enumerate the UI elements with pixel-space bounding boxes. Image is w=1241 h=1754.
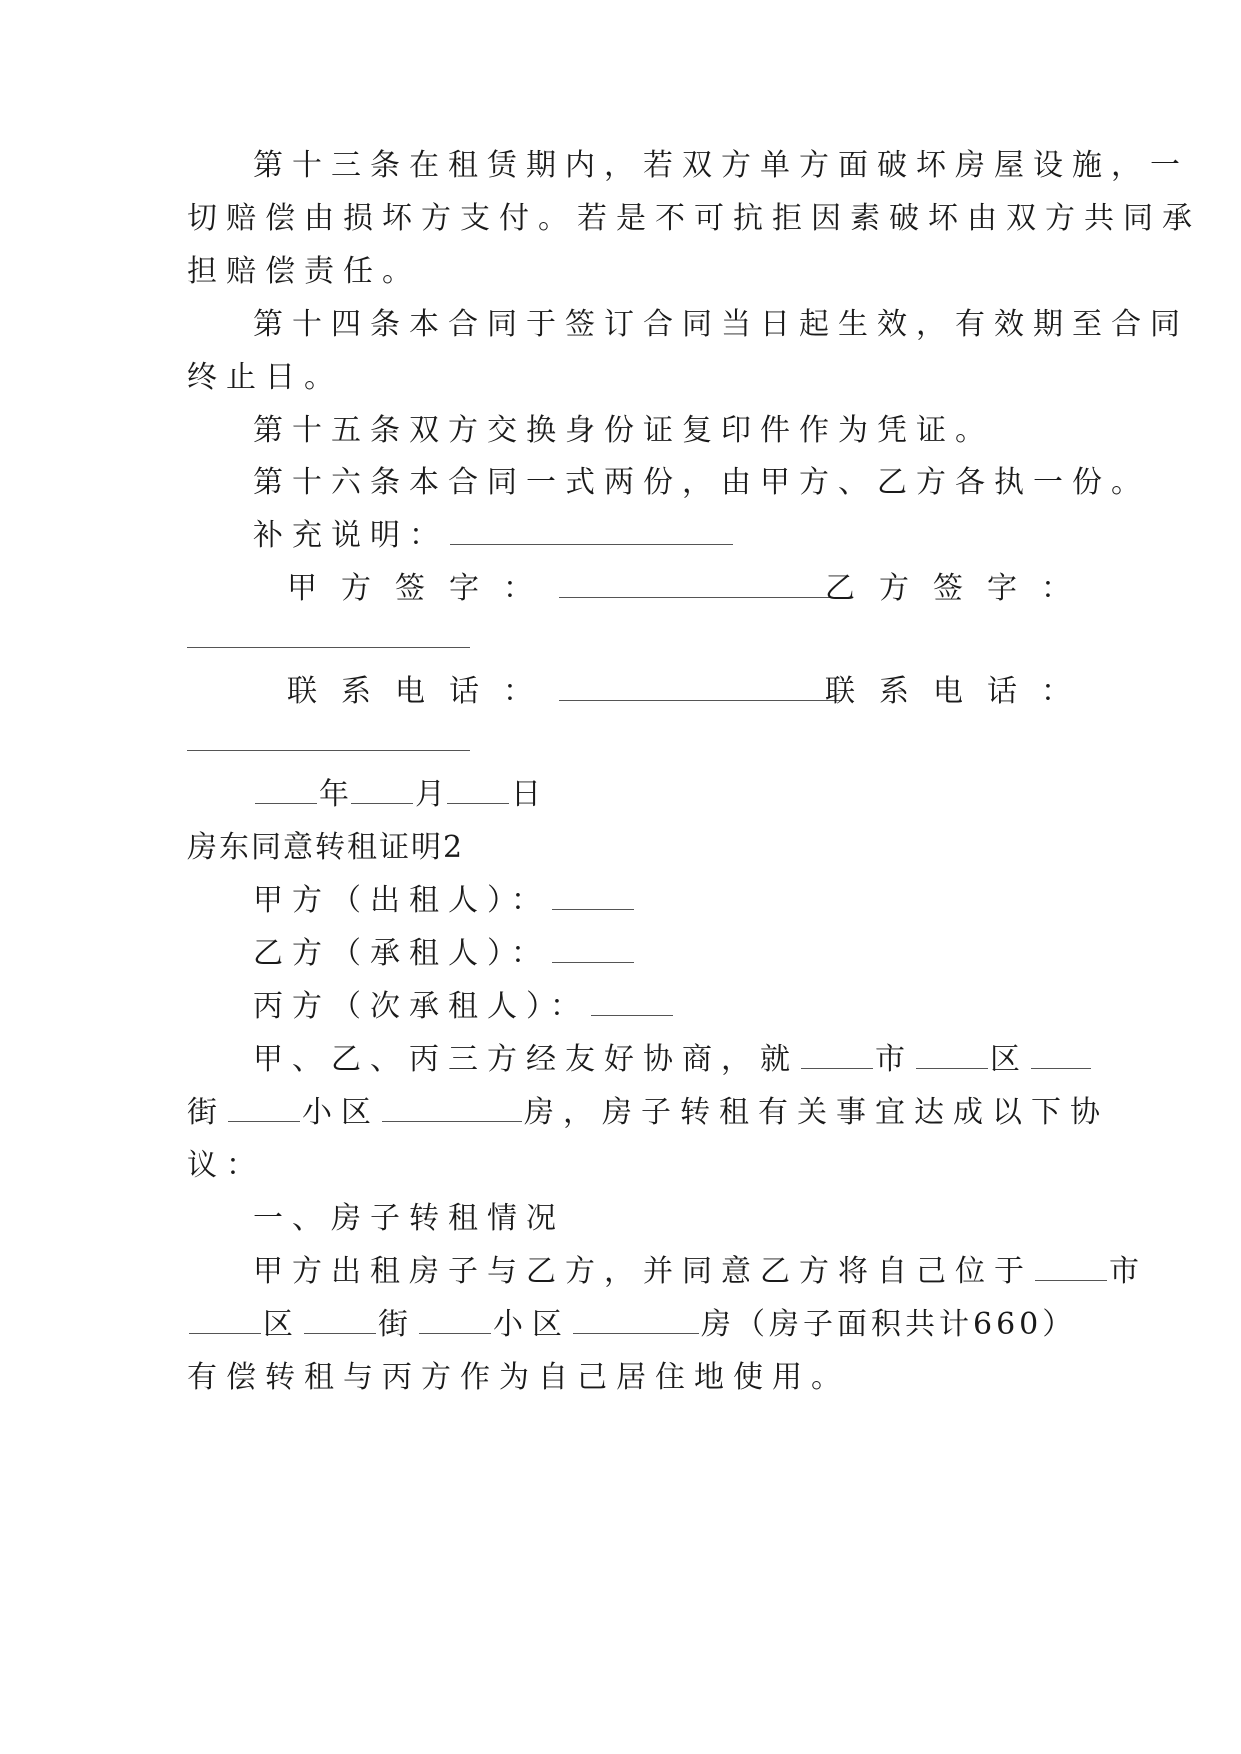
clause-1-room-blank (573, 1305, 699, 1334)
month-label: 月 (415, 777, 445, 812)
lessor-line (253, 881, 636, 921)
intro-line-3: 议： (187, 1148, 265, 1183)
article-13-line-1: 第十三条在租赁期内，若双方单方面破坏房屋设施，一 (253, 148, 1189, 183)
street-blank-1 (1031, 1040, 1091, 1069)
intro-line-1 (253, 1040, 1093, 1080)
article-16: 第十六条本合同一式两份，由甲方、乙方各执一份。 (253, 465, 1150, 500)
street-blank-2 (228, 1093, 300, 1122)
lessee-blank (552, 934, 634, 963)
district-label: 区 (990, 1042, 1029, 1077)
party-a-phone-blank (559, 672, 842, 701)
party-a-phone-line (287, 672, 844, 712)
lessor-label: 甲方（出租人）： (253, 883, 550, 918)
intro-text-2: 房，房子转租有关事宜达成以下协 (524, 1095, 1109, 1130)
clause-1-title: 一、房子转租情况 (253, 1201, 565, 1236)
article-14-line-2: 终止日。 (187, 360, 343, 395)
party-b-phone-label: 联系电话： (825, 674, 1095, 709)
city-label: 市 (875, 1042, 914, 1077)
clause-1-district-blank (189, 1305, 261, 1334)
clause-1-line-2 (187, 1305, 1076, 1345)
clause-1-text-2: 房（房子面积共计660） (701, 1307, 1077, 1342)
date-line (253, 775, 541, 815)
clause-1-street-label: 街 (378, 1307, 417, 1342)
article-15: 第十五条双方交换身份证复印件作为凭证。 (253, 413, 994, 448)
clause-1-community-label: 小区 (493, 1307, 571, 1342)
article-13-line-2: 切赔偿由损坏方支付。若是不可抗拒因素破坏由双方共同承 (187, 201, 1201, 236)
party-b-phone-blank (187, 750, 470, 751)
supplement-line (253, 516, 735, 556)
community-label: 小区 (302, 1095, 380, 1130)
article-14-line-1: 第十四条本合同于签订合同当日起生效，有效期至合同 (253, 307, 1189, 342)
clause-1-district-label: 区 (263, 1307, 302, 1342)
sublessee-line (253, 987, 675, 1027)
clause-1-city-label: 市 (1109, 1254, 1148, 1289)
sublessee-blank (591, 987, 673, 1016)
section-title: 房东同意转租证明2 (187, 830, 465, 865)
community-blank (382, 1093, 522, 1122)
clause-1-community-blank (419, 1305, 491, 1334)
party-a-signature-line (287, 569, 844, 609)
supplement-label: 补充说明： (253, 518, 448, 553)
district-blank (916, 1040, 988, 1069)
article-13-line-3: 担赔偿责任。 (187, 254, 421, 289)
party-a-sign-blank (559, 569, 842, 598)
party-a-phone-label: 联系电话： (287, 674, 557, 709)
year-label: 年 (319, 777, 349, 812)
street-label: 街 (187, 1095, 226, 1130)
clause-1-city-blank (1035, 1252, 1107, 1281)
year-blank (255, 775, 317, 804)
intro-text-1: 甲、乙、丙三方经友好协商，就 (253, 1042, 799, 1077)
intro-line-2 (187, 1093, 1109, 1133)
clause-1-street-blank (304, 1305, 376, 1334)
month-blank (351, 775, 413, 804)
city-blank (801, 1040, 873, 1069)
day-blank (447, 775, 509, 804)
party-b-sign-blank (187, 647, 470, 648)
lessee-line (253, 934, 636, 974)
lessee-label: 乙方（承租人）： (253, 936, 550, 971)
day-label: 日 (511, 777, 541, 812)
party-a-sign-label: 甲方签字： (287, 571, 557, 606)
party-b-sign-label: 乙方签字： (825, 571, 1095, 606)
lessor-blank (552, 881, 634, 910)
clause-1-text-1: 甲方出租房子与乙方，并同意乙方将自己位于 (253, 1254, 1033, 1289)
clause-1-line-1 (253, 1252, 1148, 1292)
sublessee-label: 丙方（次承租人）： (253, 989, 589, 1024)
clause-1-line-3: 有偿转租与丙方作为自己居住地使用。 (187, 1360, 850, 1395)
supplement-blank (450, 516, 733, 545)
